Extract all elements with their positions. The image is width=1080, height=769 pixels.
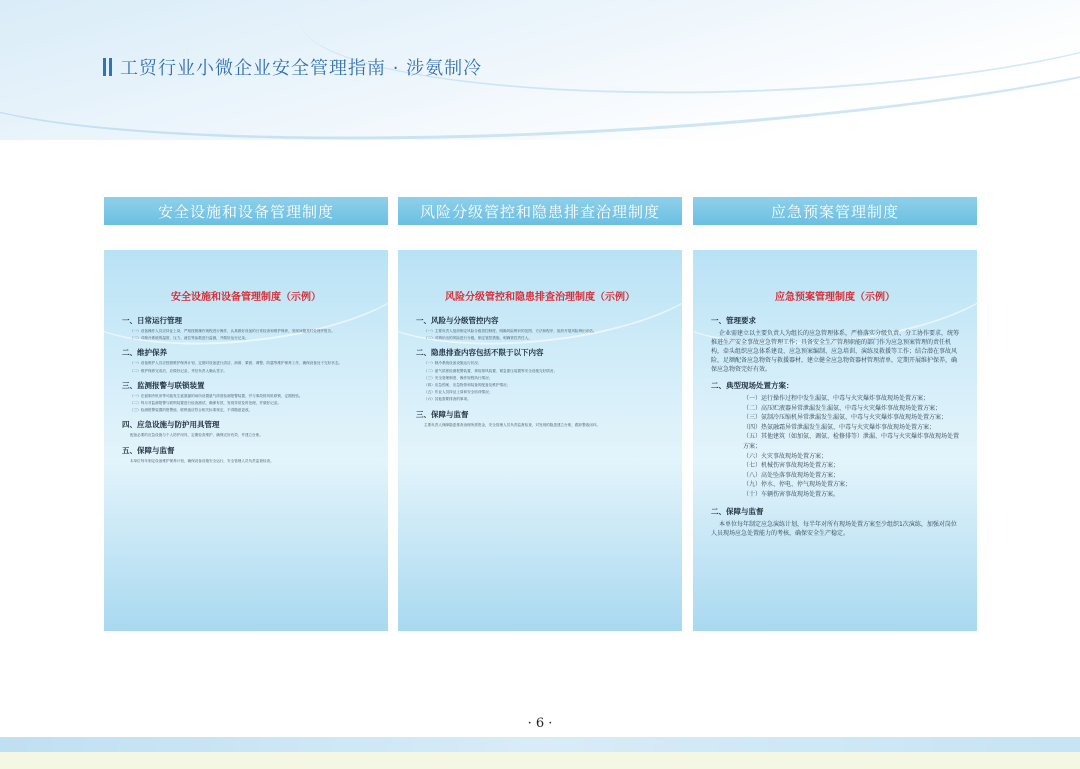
- list-item: （三）氨制冷压缩机异常泄漏发生漏氨、中毒与火灾爆炸事故现场处置方案；: [743, 414, 948, 422]
- paragraph: （二）对辨识出的风险进行分级，制定管控措施，明确管控责任人。: [424, 336, 532, 341]
- doc-title: 安全设施和设备管理制度（示例）: [171, 292, 321, 303]
- section-heading: 二、典型现场处置方案：: [711, 381, 794, 390]
- list-item: （八）高处坠落事故现场处置方案；: [743, 471, 840, 479]
- section-heading: 二、维护保养: [122, 348, 167, 358]
- section-heading: 二、保障与监督: [711, 506, 764, 516]
- list-item: （二）高压贮液器异常泄漏发生漏氨、中毒与火灾爆炸事故现场处置方案；: [743, 404, 942, 412]
- bottom-band-strip: [0, 752, 1080, 769]
- section-heading: 一、风险与分级管控内容: [416, 316, 499, 325]
- list-item: （十）车辆伤害事故现场处置方案。: [743, 490, 840, 498]
- section-heading: 二、隐患排查内容包括不限于以下内容: [416, 348, 544, 358]
- paragraph: （四）应急预案、应急物资和装备的配备及维护情况；: [424, 383, 511, 388]
- section-heading: 三、保障与监督: [416, 409, 469, 419]
- doc-title: 应急预案管理制度（示例）: [775, 292, 895, 303]
- paragraph: （二）氨气浓度检测报警装置、事故排风装置、紧急泄压装置等安全设施完好情况；: [424, 368, 557, 373]
- paragraph: （一）制冷系统设备设施运行状况；: [424, 361, 482, 366]
- column-title-equipment: 安全设施和设备管理制度: [104, 197, 388, 225]
- page-number: · 6 ·: [527, 716, 553, 731]
- section-heading: 三、监测报警与联锁装置: [122, 380, 205, 390]
- section-heading: 四、应急设施与防护用具管理: [122, 420, 220, 430]
- list-item: （六）火灾事故现场处置方案；: [743, 452, 828, 460]
- list-item: （五）其他建筑（如加氨、调氨、检修排等）泄漏、中毒与火灾爆炸事故现场处置方案；: [743, 433, 960, 450]
- doc-equipment: [104, 250, 388, 631]
- section-heading: 一、日常运行管理: [122, 316, 182, 325]
- paragraph: （一）设备操作人员应持证上岗，严格按照操作规程进行操作，认真做好设备的日常检查和维护保养，发现问题及时处理并报告。: [130, 329, 335, 333]
- paragraph: （一）主要负责人组织制定风险分级管控制度，明确风险辨识的范围、方法和程序，组织开展风险辨识评估。: [424, 329, 597, 333]
- section-heading: 一、管理要求: [711, 316, 756, 325]
- paragraph: （五）作业人员持证上岗和安全培训情况；: [424, 390, 493, 395]
- doc-emergency: [693, 250, 977, 631]
- doc-title: 风险分级管控和隐患排查治理制度（示例）: [445, 292, 635, 303]
- page-title: 工贸行业小微企业安全管理指南 · 涉氨制冷: [120, 58, 483, 79]
- paragraph: （三）检测报警装置的报警值、联锁值应符合相关标准规定，不得随意更改。: [130, 408, 253, 413]
- section-heading: 五、保障与监督: [122, 445, 175, 455]
- paragraph: （六）其他需要排查的事项。: [424, 397, 471, 402]
- paragraph: （一）在氨制冷机房等可能发生氨泄漏的场所设置氨气浓度检测报警装置，并与事故排风机联锁，定期校验。: [130, 393, 303, 398]
- paragraph: （二）每月对监测报警与联锁装置进行检查测试，确保有效，发现异常及时处理，并做好记录。: [130, 401, 281, 406]
- paragraph: （二）维护保养完成后，应做好记录，并经负责人确认签字。: [130, 368, 228, 373]
- paragraph: （三）安全管理制度、操作规程执行情况；: [424, 375, 493, 380]
- column-title-emergency: 应急预案管理制度: [693, 197, 977, 225]
- header-bars-icon: [103, 58, 112, 76]
- paragraph: 企业需建立以主要负责人为组长的应急管理体系，严格落实分级负责、分工协作要求，统筹推进生产安全事故应急管理工作；具备安全生产管理职能的部门作为应急预案管理的责任机构，牵头组织应急体系建设、应急预案编制、应急培训、演练及救援等工作；结合潜在事故风险，足额配备应急物资与救援器材，建立健全应急物资器材管理清单，定期开展维护保养，确保应急物资完好有效。: [711, 330, 960, 373]
- paragraph: 配备必要的应急设施与个人防护用具，定期检查维护，确保完好有效，并建立台账。: [130, 433, 263, 438]
- paragraph: （二）对制冷系统的温度、压力、液位等参数进行监测，并做好运行记录。: [130, 336, 249, 341]
- list-item: （一）运行操作过程中发生漏氨、中毒与火灾爆炸事故现场处置方案；: [743, 395, 930, 402]
- paragraph: （一）设备维护人员应按照维护保养计划，定期对设备进行清洁、润滑、紧固、调整、防腐等维护保养工作，确保设备处于完好状态。: [130, 361, 343, 366]
- list-item: （四）热氨融霜异常泄漏发生漏氨、中毒与火灾爆炸事故现场处置方案；: [743, 423, 936, 431]
- page-header: [103, 54, 482, 80]
- paragraph: 主要负责人保障隐患排查治理所需资金，安全管理人员负责监督检查，对发现的隐患建立台账，跟踪整改闭环。: [424, 422, 601, 427]
- column-title-risk: 风险分级管控和隐患排查治理制度: [398, 197, 682, 225]
- doc-risk: [398, 250, 682, 631]
- list-item: （七）机械伤害事故现场处置方案；: [743, 462, 840, 470]
- paragraph: 本单位每年制定设备维护保养计划，确保设备设施安全运行，安全管理人员负责监督检查。: [130, 458, 274, 463]
- paragraph: 本单位每年制定应急演练计划，每半年对所有现场处置方案至少组织1次演练，加强对岗位人员现场应急处置能力的考核，确保安全生产稳定。: [711, 520, 957, 537]
- list-item: （九）停水、停电、停气现场处置方案；: [743, 481, 852, 489]
